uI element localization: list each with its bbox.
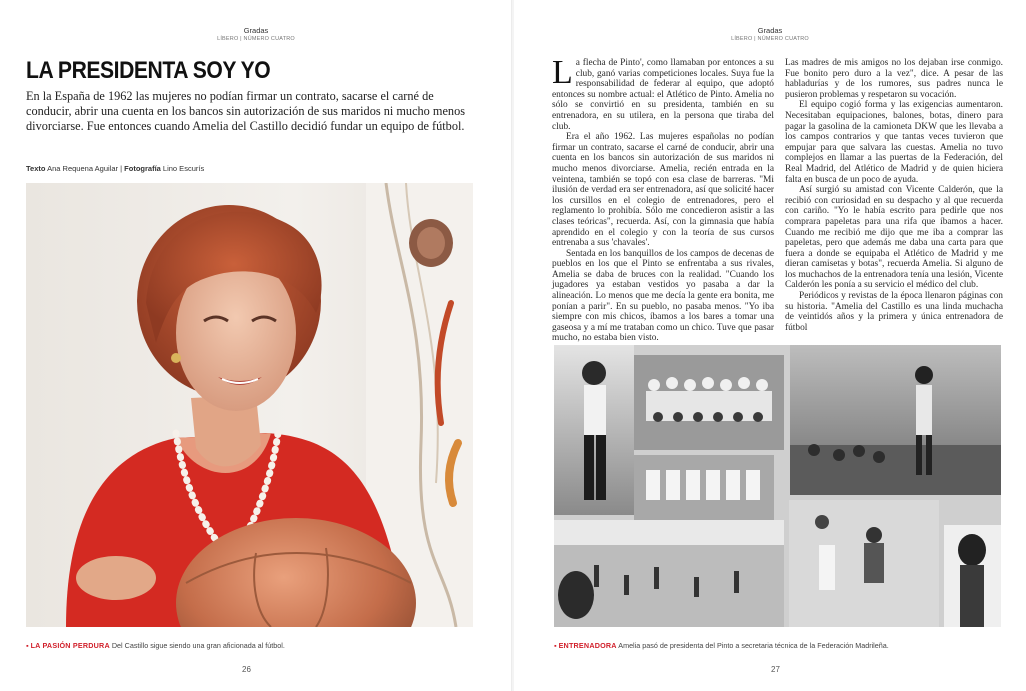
paragraph: Las madres de mis amigos no los dejaban irse conmigo. Fue bonito pero duro a la vez", dice. A pesar de las habladurías y de los rumores, sus padres nunca le pusieron problemas y respetaron su vocación. (785, 58, 1003, 100)
collage-illustration (554, 345, 1001, 627)
paragraph: Era el año 1962. Las mujeres españolas no podían firmar un contrato, sacarse el carné de conducir, abrir una cuenta en los bancos sin autorización de sus maridos ni mucho menos divorciarse. Amelia, recién entrada en la veintena, también se topó con esa clase de barreras. "Mi ilusión de verdad era ser entrenadora, así que solicité hacer los cursillos en el colegio de entrenadores, pero el reglamento lo prohibía. Sólo me concedieron asistir a las clases teóricas", recuerda. Así, con la gimnasia que había aprendido en el colegio y con la teoría de sus cursos entrenaba a sus 'chavales'. (552, 132, 774, 249)
right-page (514, 0, 1026, 691)
article-column-2 (785, 58, 1003, 333)
paragraph: El equipo cogió forma y las exigencias aumentaron. Necesitaban equipaciones, balones, botas, dinero para pagar la gasolina de la camioneta DKW que les llevaba a los campos contrarios y que tantas veces tuvieron que empujar para que salvara las cuestas. Amelia no tuvo complejos en llamar a las puertas de la Federación, del Real Madrid, del Atlético de Madrid y de quien hiciera falta en busca de un poco de ayuda. (785, 100, 1003, 185)
header-issue: LÍBERO | NÚMERO CUATRO (217, 36, 295, 42)
article-intro: En la España de 1962 las mujeres no podían firmar un contrato, sacarse el carné de conducir, abrir una cuenta en los bancos sin autorización de sus maridos ni mucho menos divorciarse. Fue entonces cuando Amelia del Castillo decidió fundar un equipo de fútbol. (26, 89, 466, 134)
article-credits: Texto Ana Requena Aguilar | Fotografía Lino Escurís (26, 164, 205, 173)
header-issue: LÍBERO | NÚMERO CUATRO (731, 36, 809, 42)
credit-photo-label: Fotografía (124, 164, 161, 173)
article-title: LA PRESIDENTA SOY YO (26, 57, 271, 84)
credit-text-label: Texto (26, 164, 46, 173)
photo-caption: ▪ LA PASIÓN PERDURA Del Castillo sigue siendo una gran aficionada al fútbol. (26, 641, 285, 650)
page-header (710, 26, 830, 44)
header-section: Gradas (757, 26, 783, 35)
paragraph: Así surgió su amistad con Vicente Calderón, que la recibió con curiosidad en su despacho y al que recuerda con cariño. "Yo le había escrito para pedirle que nos comprara papeletas para una rifa que íbamos a hacer. Cuando me recibió me dijo que me iba a comprar las papeletas, pero que además me daba una carta para que fuera a donde se equipaba el Atlético de Madrid y me dieran camisetas y botas", recuerda Amelia. Si alguno de los muchachos de la entrenadora tenía una lesión, Vicente Calderón les ponía a su servicio el médico del club. (785, 185, 1003, 291)
credit-text-author: Ana Requena Aguilar (47, 164, 119, 173)
page-header (196, 26, 316, 44)
credit-photo-author: Lino Escurís (162, 164, 205, 173)
paragraph: Periódicos y revistas de la época llenaron páginas con su historia. "Amelia del Castillo es una linda muchacha de veintidós años y la primera y única entrenadora de fútbol (785, 291, 1003, 333)
team-photo-collage (554, 345, 1001, 627)
page-number: 26 (242, 665, 251, 674)
caption-kicker: ENTRENADORA (558, 641, 617, 650)
caption-kicker: LA PASIÓN PERDURA (30, 641, 110, 650)
left-page (0, 0, 512, 691)
article-column-1 (552, 54, 774, 344)
photo-caption: ▪ ENTRENADORA Amelia pasó de presidenta del Pinto a secretaria técnica de la Federación Madrileña. (554, 641, 889, 650)
paragraph: Sentada en los banquillos de los campos de decenas de pueblos en los que el Pinto se enfrentaba a sus rivales, Amelia se daba de bruces con la realidad. "Cuando los jugadores ya estaban vestidos yo pasaba a dar la alineación. Lo menos que me decía la gente era bonita, me ponían a parir". En su pueblo, no pasaba menos. "Yo iba siempre con mis chicos, íbamos a los bares a tomar una gaseosa y a mí me trataban como un chico. Tuve que pasar mucho, no estaba bien visto. (552, 248, 774, 344)
header-section: Gradas (243, 26, 269, 35)
page-number: 27 (771, 665, 780, 674)
portrait-illustration (26, 183, 473, 627)
drop-cap: L (552, 54, 573, 91)
paragraph: La flecha de Pinto', como llamaban por entonces a su club, ganó varias competiciones locales. Suya fue la responsabilidad de federar al equipo, que adoptó entonces su nombre actual: el Atlético de Pinto. Amelia no sólo se convirtió en su presidenta, también en su entrenadora, en su utilera, en la persona que tiraba del club. (552, 54, 774, 132)
caption-text: Amelia pasó de presidenta del Pinto a secretaria técnica de la Federación Madrileña. (618, 641, 889, 650)
portrait-photo (26, 183, 473, 627)
caption-text: Del Castillo sigue siendo una gran aficionada al fútbol. (111, 641, 285, 650)
